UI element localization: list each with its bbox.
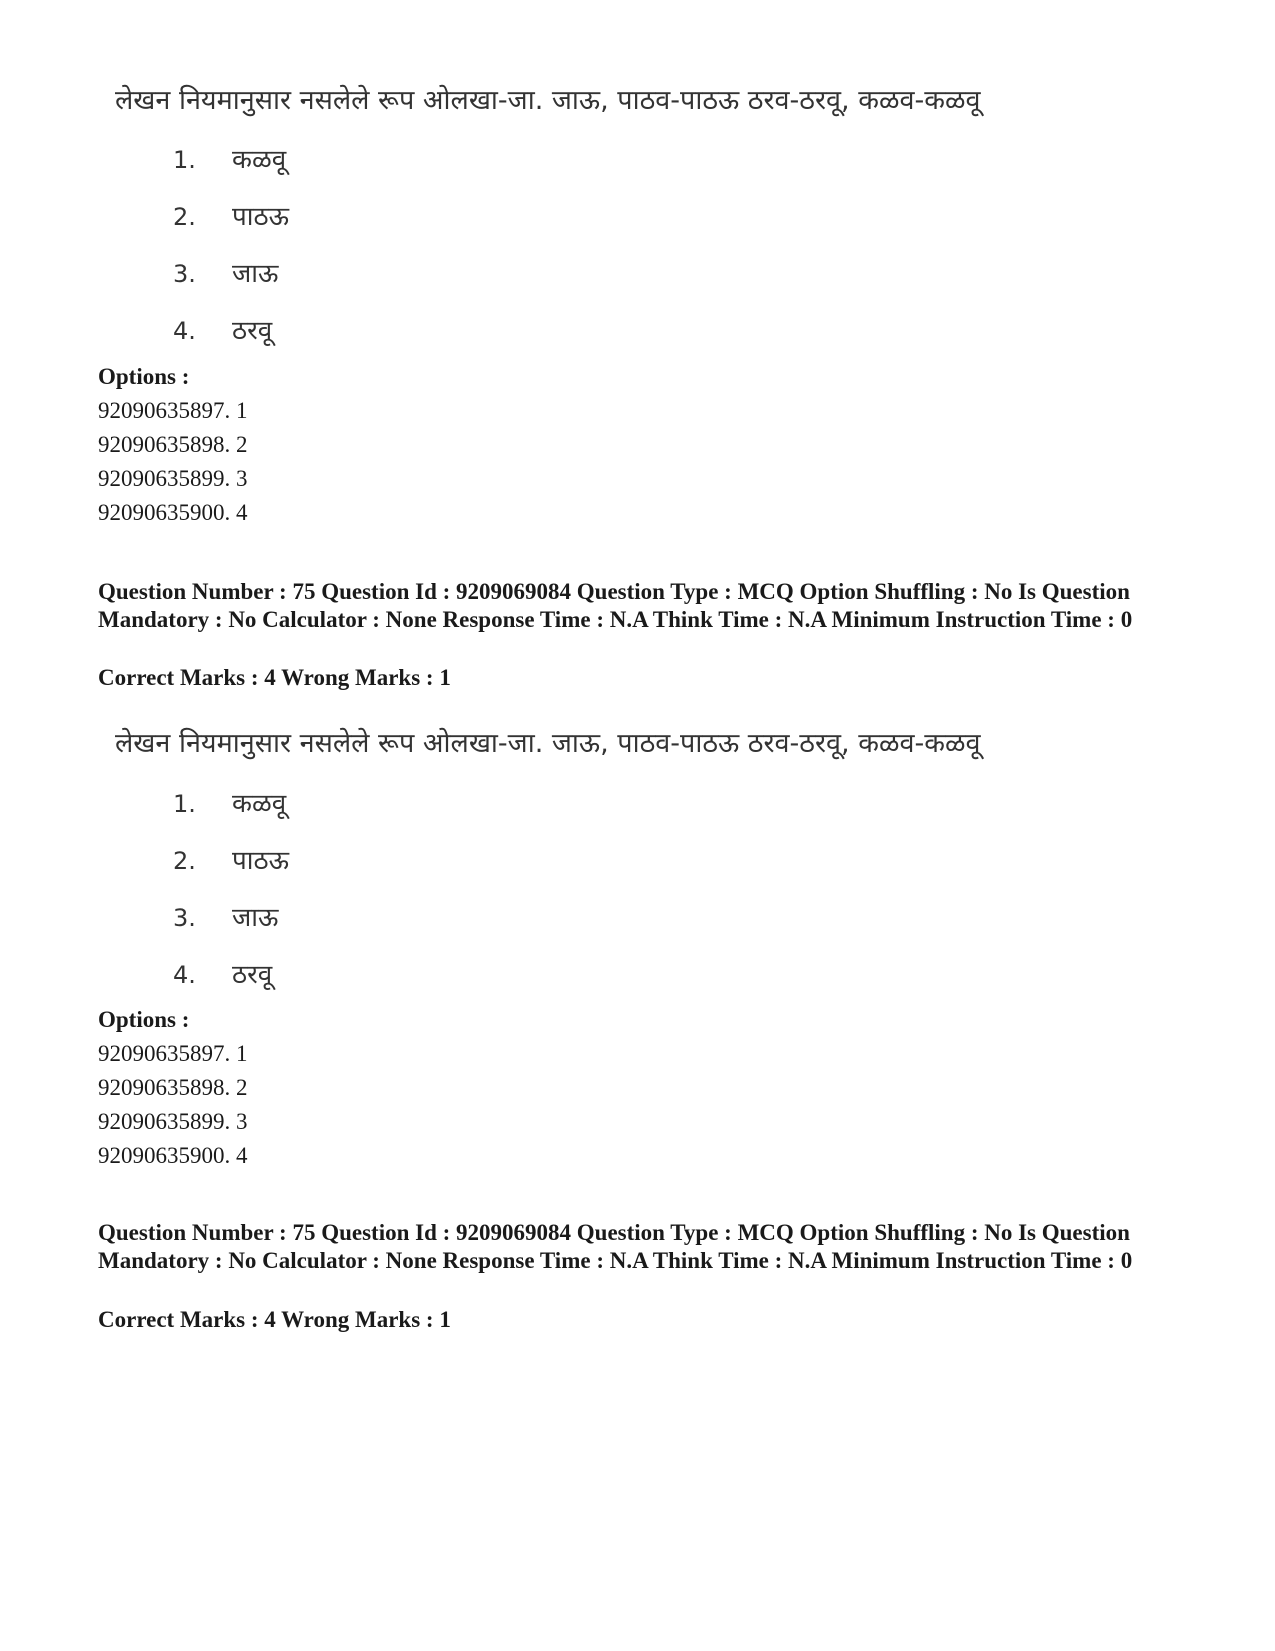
choice-text: कळवू	[232, 789, 287, 819]
question-meta: Question Number : 75 Question Id : 9209069084 Question Type : MCQ Option Shuffling : No Is Question Mandatory : No Calculator : None Response Time : N.A Think Time : N.A Minimum Instruction Time : 0	[98, 1220, 1133, 1273]
choice-number: 4.	[173, 961, 196, 989]
question-meta: Question Number : 75 Question Id : 9209069084 Question Type : MCQ Option Shuffling : No Is Question Mandatory : No Calculator : None Response Time : N.A Think Time : N.A Minimum Instruction Time : 0	[98, 579, 1133, 632]
options-heading: Options :	[98, 1007, 190, 1032]
choice-text: पाठऊ	[232, 846, 290, 876]
choice-number: 3.	[173, 260, 196, 288]
question-text: लेखन नियमानुसार नसलेले रूप ओलखा-जा. जाऊ, पाठव-पाठऊ ठरव-ठरवू, कळव-कळवू	[115, 85, 981, 116]
choice-item	[173, 955, 272, 991]
marks-line: Correct Marks : 4 Wrong Marks : 1	[98, 665, 451, 690]
choice-item	[173, 841, 289, 877]
choice-text: पाठऊ	[232, 202, 290, 232]
choice-text: ठरवू	[232, 316, 273, 346]
choice-item	[173, 898, 278, 934]
choice-item	[173, 254, 278, 290]
choice-text: जाऊ	[232, 903, 279, 933]
choice-item	[173, 140, 286, 176]
choice-number: 1.	[173, 146, 196, 174]
choice-number: 1.	[173, 790, 196, 818]
option-id-line: 92090635899. 3	[98, 466, 248, 491]
options-heading: Options :	[98, 364, 190, 389]
choice-text: कळवू	[232, 145, 287, 175]
choice-number: 4.	[173, 317, 196, 345]
choice-number: 2.	[173, 847, 196, 875]
question-text: लेखन नियमानुसार नसलेले रूप ओलखा-जा. जाऊ, पाठव-पाठऊ ठरव-ठरवू, कळव-कळवू	[115, 728, 981, 759]
choice-number: 3.	[173, 904, 196, 932]
choice-text: ठरवू	[232, 960, 273, 990]
option-id-line: 92090635897. 1	[98, 398, 248, 423]
choice-item	[173, 784, 286, 820]
marks-line: Correct Marks : 4 Wrong Marks : 1	[98, 1307, 451, 1332]
choice-item	[173, 311, 272, 347]
option-id-line: 92090635897. 1	[98, 1041, 248, 1066]
option-id-line: 92090635898. 2	[98, 432, 248, 457]
option-id-line: 92090635898. 2	[98, 1075, 248, 1100]
choice-number: 2.	[173, 203, 196, 231]
option-id-line: 92090635900. 4	[98, 500, 248, 525]
choice-item	[173, 197, 289, 233]
option-id-line: 92090635900. 4	[98, 1143, 248, 1168]
choice-text: जाऊ	[232, 259, 279, 289]
option-id-line: 92090635899. 3	[98, 1109, 248, 1134]
